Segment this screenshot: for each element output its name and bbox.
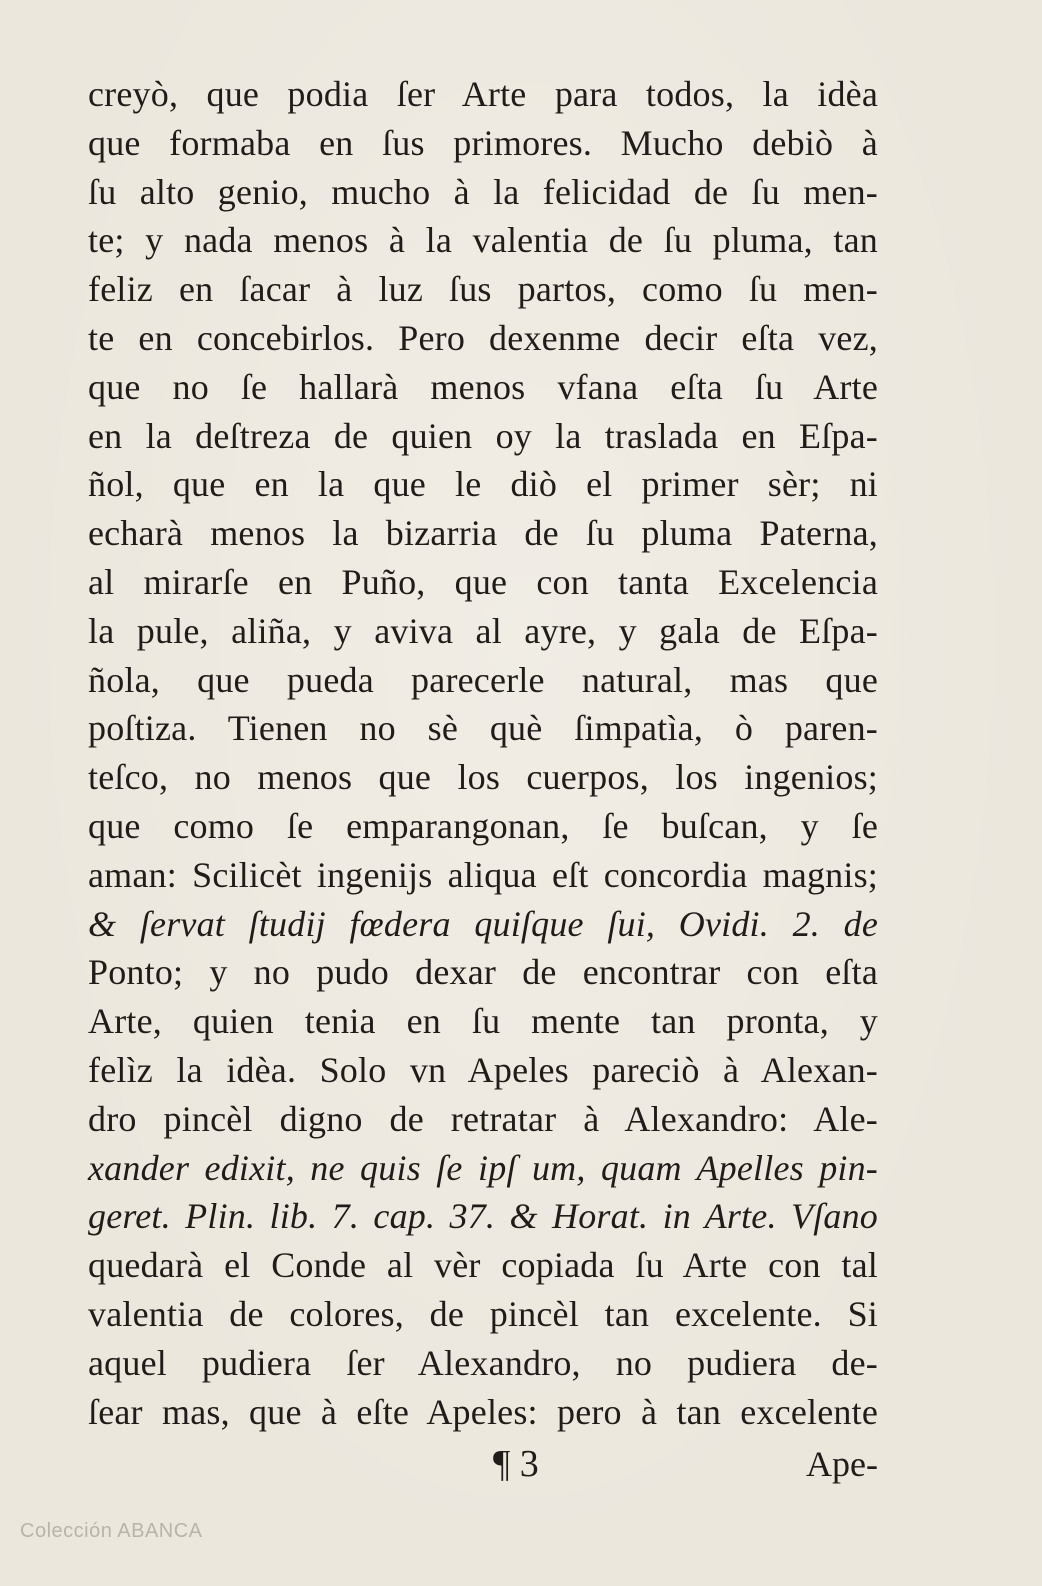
text-line: que formaba en ſus primores. Mucho debiò à — [88, 122, 878, 163]
text-line: ñola, que pueda parecerle natural, mas que — [88, 659, 878, 700]
page-footer — [88, 1434, 878, 1494]
text-line: echarà menos la bizarria de ſu pluma Paterna, — [88, 513, 878, 554]
text-line: aquel pudiera ſer Alexandro, no pudiera de- — [88, 1342, 878, 1383]
text-line: ſu alto genio, mucho à la felicidad de ſu men- — [88, 171, 878, 212]
text-line: poſtiza. Tienen no sè què ſimpatìa, ò paren- — [88, 708, 878, 749]
text-line: quedarà el Conde al vèr copiada ſu Arte con tal — [88, 1245, 878, 1286]
catchword: Ape- — [806, 1444, 878, 1484]
text-line: felìz la idèa. Solo vn Apeles pareciò à Alexan- — [88, 1049, 878, 1090]
text-line: xander edixit, ne quis ſe ipſ um, quam Apelles pin- — [88, 1147, 878, 1188]
text-line: aman: Scilicèt ingenijs aliqua eſt concordia magnis; — [88, 854, 878, 895]
text-line: creyò, que podia ſer Arte para todos, la idèa — [88, 74, 878, 114]
text-line: ñol, que en la que le diò el primer sèr; ni — [88, 464, 878, 505]
text-line: & ſervat ſtudij fœdera quiſque ſui, Ovidi. 2. de — [88, 903, 878, 944]
text-line: valentia de colores, de pincèl tan excelente. Si — [88, 1293, 878, 1334]
text-line: en la deſtreza de quien oy la traslada en Eſpa- — [88, 415, 878, 456]
text-line: dro pincèl digno de retratar à Alexandro: Ale- — [88, 1098, 878, 1139]
text-line: Arte, quien tenia en ſu mente tan pronta, y — [88, 1001, 878, 1042]
text-line: la pule, aliña, y aviva al ayre, y gala de Eſpa- — [88, 610, 878, 651]
text-line: que no ſe hallarà menos vfana eſta ſu Arte — [88, 366, 878, 407]
text-line: te en concebirlos. Pero dexenme decir eſta vez, — [88, 317, 878, 358]
text-line: geret. Plin. lib. 7. cap. 37. & Horat. in Arte. Vſano — [88, 1196, 878, 1237]
collection-watermark: Colección ABANCA — [20, 1520, 203, 1542]
signature-mark: ¶ 3 — [493, 1443, 539, 1485]
text-line: al mirarſe en Puño, que con tanta Excelencia — [88, 561, 878, 602]
page-text — [88, 70, 878, 1436]
text-line: teſco, no menos que los cuerpos, los ingenios; — [88, 757, 878, 798]
text-line: feliz en ſacar à luz ſus partos, como ſu men- — [88, 269, 878, 310]
text-line: que como ſe emparangonan, ſe buſcan, y ſe — [88, 805, 878, 846]
text-line: Ponto; y no pudo dexar de encontrar con eſta — [88, 952, 878, 993]
text-line: ſear mas, que à eſte Apeles: pero à tan excelente — [88, 1391, 878, 1432]
text-line: te; y nada menos à la valentia de ſu pluma, tan — [88, 220, 878, 261]
